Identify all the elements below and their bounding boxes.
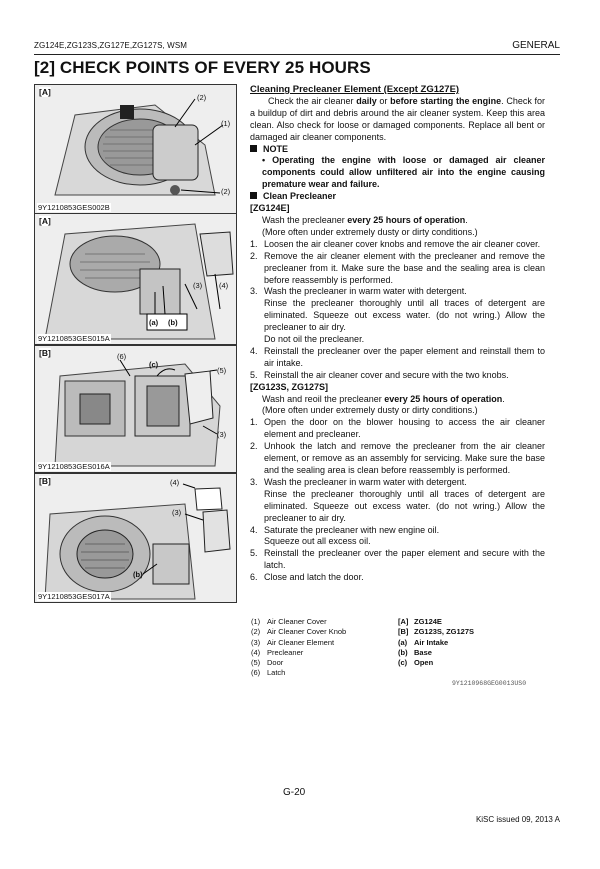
list-item: 4. Saturate the precleaner with new engine oil. Squeeze out all excess oil. — [250, 524, 440, 547]
list-item: 2. Remove the air cleaner element with the precleaner and remove the precleaner from it. Make sure the base and the sealing area is clean before reassembly is performed. — [250, 250, 545, 285]
wash-note: (More often under extremely dusty or dirty conditions.) — [262, 405, 478, 416]
figure-blower-door — [34, 345, 237, 473]
callout-3: (3) — [217, 430, 227, 439]
note-heading: NOTE — [250, 144, 545, 156]
figure-tag: [A] — [39, 216, 51, 226]
document-code: 9Y1210968GEG0013US0 — [452, 680, 527, 687]
list-item: 6. Close and latch the door. — [250, 572, 364, 583]
callout-5: (5) — [217, 366, 227, 375]
figure-tag: [A] — [39, 87, 51, 97]
model-heading-zg123s: [ZG123S, ZG127S] — [250, 381, 329, 392]
legend-row: (3) Air Cleaner Element (a) Air Intake — [251, 637, 449, 647]
callout-a: (a) — [149, 318, 159, 327]
header-section: GENERAL — [512, 40, 560, 51]
callout-1: (1) — [221, 119, 231, 128]
list-item: 1. Open the door on the blower housing to access the air cleaner element and precleaner. — [250, 417, 545, 440]
steps-zg123s — [250, 417, 545, 584]
wash-note: (More often under extremely dusty or dirty conditions.) — [262, 226, 478, 237]
model-heading-zg124e: [ZG124E] — [250, 203, 290, 214]
wash-instruction: Wash the precleaner every 25 hours of operation. — [262, 214, 468, 225]
issue-info: KiSC issued 09, 2013 A — [475, 815, 560, 824]
callout-c: (c) — [149, 360, 159, 369]
legend-row: (2) Air Cleaner Cover Knob [B] ZG123S, ZG127S — [251, 627, 475, 637]
list-item: 4. Reinstall the precleaner over the paper element and reinstall them to air intake. — [250, 345, 545, 368]
list-item: 1. Loosen the air cleaner cover knobs and remove the air cleaner cover. — [250, 238, 541, 249]
legend-row: (4) Precleaner (b) Base — [251, 647, 432, 657]
callout-b: (b) — [133, 570, 143, 579]
figure-tag: [B] — [39, 476, 51, 486]
callout-6: (6) — [117, 352, 127, 361]
legend-row: (5) Door (c) Open — [251, 658, 434, 668]
engine-illustration-2 — [35, 214, 236, 344]
header-rule — [34, 54, 560, 55]
figure-caption: 9Y1210853GES017A — [38, 592, 110, 601]
engine-illustration-3 — [35, 346, 236, 472]
figure-engine-air-cleaner-cover — [34, 84, 237, 214]
list-item: 3. Wash the precleaner in warm water with detergent. Rinse the precleaner thoroughly until all traces of detergent are eliminated. Squeeze out excess water. (do not wring.) Allow the precleaner to air dry. Do not oil the precleaner. — [250, 286, 545, 345]
list-item: 2. Unhook the latch and remove the precleaner from the air cleaner element, or remove as an assembly for servicing. Make sure the base and the sealing area is clean before reassembly is performed. — [250, 441, 545, 475]
callout-b: (b) — [168, 318, 178, 327]
legend-row: (6) Latch — [251, 668, 286, 678]
engine-illustration-1 — [35, 85, 236, 213]
legend — [251, 617, 474, 679]
figure-tag: [B] — [39, 348, 51, 358]
callout-2b: (2) — [221, 187, 231, 196]
wash-instruction: Wash and reoil the precleaner every 25 hours of operation. — [262, 393, 505, 404]
intro-paragraph: Check the air cleaner daily or before starting the engine. Check for a buildup of dirt and debris around the air cleaner system. Keep this area clean. Also check for loose or damaged components. Replace all bent or damaged air cleaner components. — [250, 95, 545, 142]
square-bullet-icon — [250, 192, 257, 199]
callout-3: (3) — [172, 508, 182, 517]
figure-precleaner-latch — [34, 473, 237, 603]
section-title: Cleaning Precleaner Element (Except ZG127E) — [250, 84, 460, 95]
list-item: 3. Wash the precleaner in warm water with detergent. Rinse the precleaner thoroughly until all traces of detergent are eliminated. Squeeze out excess water. (do not wring.) Allow the precleaner to air dry. — [250, 476, 545, 523]
figure-air-intake-base — [34, 213, 237, 345]
square-bullet-icon — [250, 145, 257, 152]
callout-4: (4) — [170, 478, 180, 487]
page-title: [2] CHECK POINTS OF EVERY 25 HOURS — [34, 58, 371, 77]
figure-caption: 9Y1210853GES002B — [38, 203, 110, 212]
clean-heading: Clean Precleaner — [250, 191, 545, 203]
page-number: G-20 — [283, 787, 306, 798]
legend-row: (1) Air Cleaner Cover [A] ZG124E — [251, 617, 442, 626]
list-item: 5. Reinstall the precleaner over the paper element and secure with the latch. — [250, 548, 545, 571]
steps-zg124e — [250, 239, 545, 382]
note-text: • Operating the engine with loose or damaged air cleaner components could allow unfiltered air into the engine causing premature wear and failure. — [262, 155, 545, 190]
figure-caption: 9Y1210853GES016A — [38, 462, 110, 471]
header-models: ZG124E,ZG123S,ZG127E,ZG127S, WSM — [34, 41, 188, 50]
figure-caption: 9Y1210853GES015A — [38, 334, 110, 343]
engine-illustration-4 — [35, 474, 236, 602]
callout-3: (3) — [193, 281, 203, 290]
callout-2: (2) — [197, 93, 207, 102]
list-item: 5. Reinstall the air cleaner cover and secure with the two knobs. — [250, 369, 509, 380]
body-text — [250, 84, 545, 584]
callout-4: (4) — [219, 281, 229, 290]
